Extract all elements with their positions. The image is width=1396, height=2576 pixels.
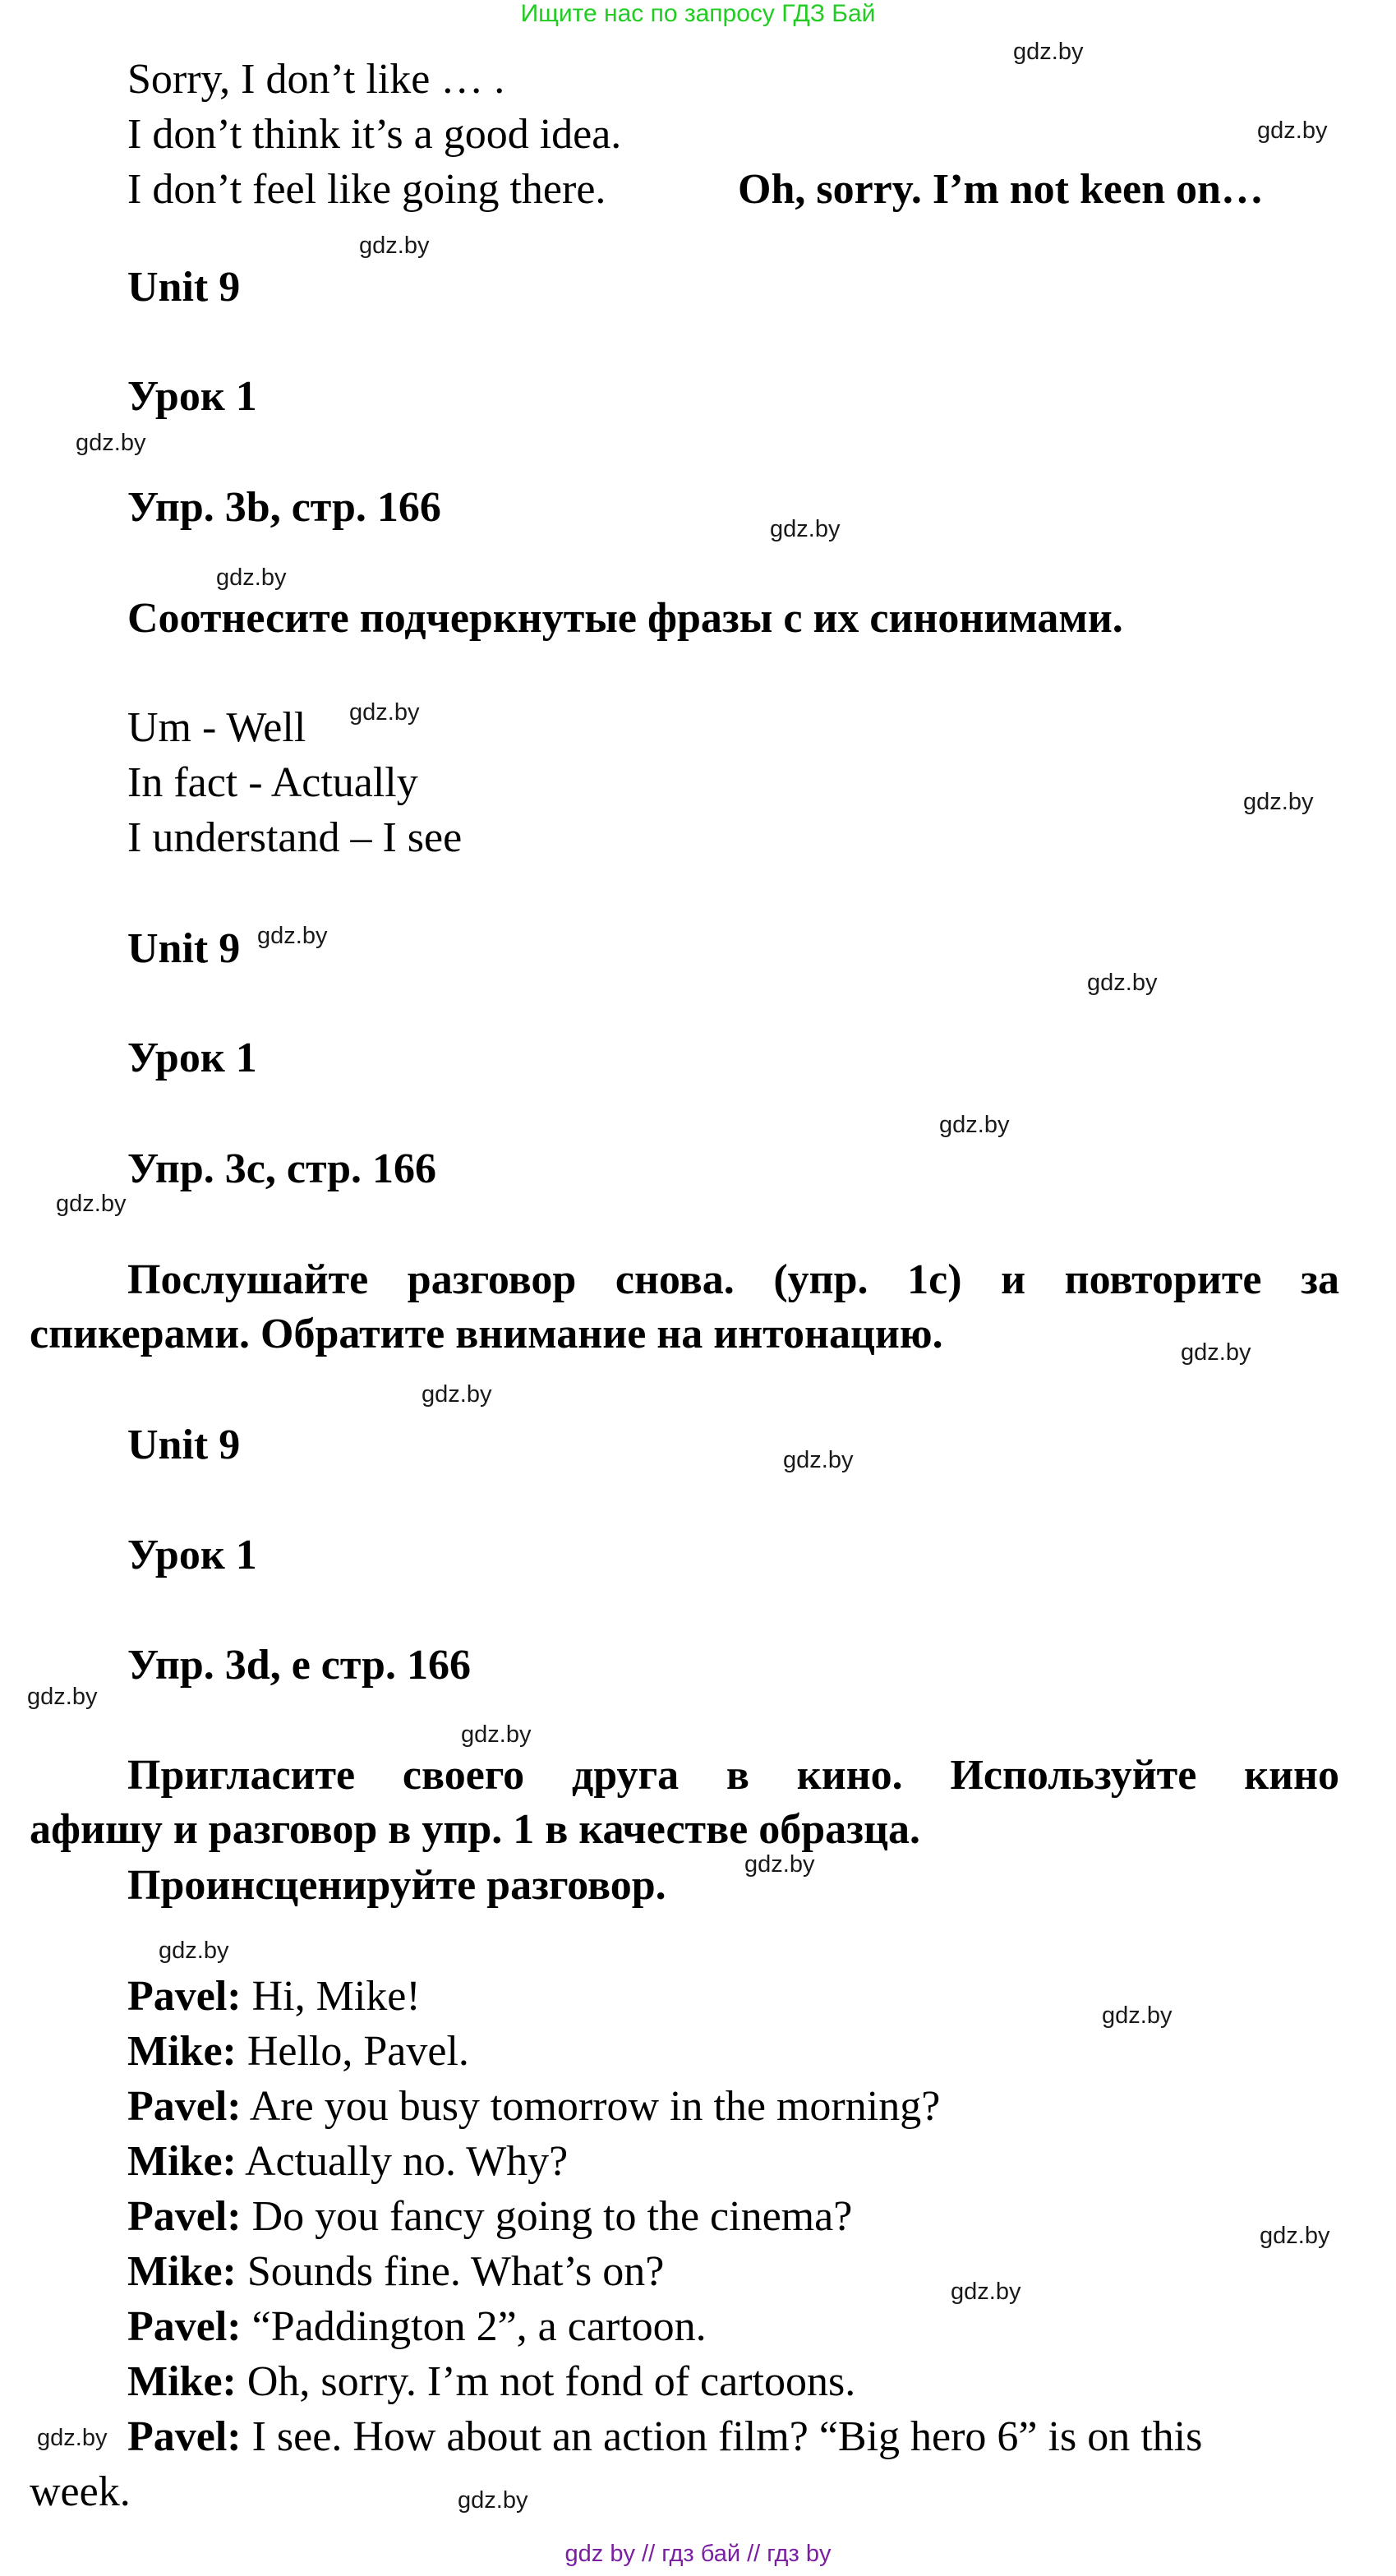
lesson-heading: Урок 1	[127, 1035, 257, 1081]
dialogue-line	[127, 2190, 852, 2244]
watermark: gdz.by	[257, 923, 328, 949]
watermark: gdz.by	[461, 1721, 532, 1748]
intro-line-1: Sorry, I don’t like … .	[127, 56, 505, 103]
dialogue-line	[127, 2245, 664, 2299]
dialogue-line	[127, 2025, 469, 2079]
watermark: gdz.by	[76, 430, 146, 456]
speaker-name: Mike:	[127, 2138, 237, 2185]
watermark: gdz.by	[1102, 2002, 1173, 2029]
watermark: gdz.by	[349, 699, 420, 726]
dialogue-text: Sounds fine. What’s on?	[236, 2248, 665, 2295]
unit-heading: Unit 9	[127, 264, 241, 311]
speaker-name: Mike:	[127, 2358, 237, 2405]
dialogue-text: Do you fancy going to the cinema?	[241, 2193, 853, 2240]
watermark: gdz.by	[56, 1191, 127, 1217]
watermark: gdz.by	[770, 516, 841, 542]
watermark: gdz.by	[359, 233, 430, 259]
task-instruction-line-3: Проинсценируйте разговор.	[127, 1862, 666, 1909]
unit-heading: Unit 9	[127, 1422, 241, 1468]
answer-line-2: In fact - Actually	[127, 759, 418, 806]
speaker-name: Pavel:	[127, 2193, 242, 2240]
dialogue-text: Hello, Pavel.	[236, 2028, 469, 2075]
dialogue-text: I see. How about an action film? “Big hero 6” is on this	[241, 2413, 1203, 2460]
watermark: gdz.by	[1087, 970, 1158, 996]
exercise-heading: Упр. 3d, e стр. 166	[127, 1642, 471, 1689]
watermark: gdz.by	[744, 1851, 815, 1878]
dialogue-line	[127, 2300, 707, 2354]
dialogue-line	[127, 2135, 568, 2189]
dialogue-text: Hi, Mike!	[241, 1973, 421, 2020]
speaker-name: Mike:	[127, 2028, 237, 2075]
top-banner[interactable]: Ищите нас по запросу ГДЗ Бай	[520, 0, 876, 27]
watermark: gdz.by	[1257, 118, 1328, 144]
intro-line-3: I don’t feel like going there.	[127, 166, 606, 213]
task-instruction-line-1: Пригласите своего друга в кино. Используйте кино	[127, 1752, 1339, 1799]
watermark: gdz.by	[37, 2425, 108, 2451]
lesson-heading: Урок 1	[127, 1532, 257, 1578]
watermark: gdz.by	[1260, 2223, 1330, 2249]
dialogue-text: Oh, sorry. I’m not fond of cartoons.	[236, 2358, 856, 2405]
watermark: gdz.by	[939, 1112, 1010, 1138]
watermark: gdz.by	[27, 1684, 98, 1710]
dialogue-line	[127, 2410, 1202, 2464]
exercise-heading: Упр. 3c, стр. 166	[127, 1145, 437, 1192]
watermark: gdz.by	[458, 2487, 528, 2514]
intro-line-3-right: Oh, sorry. I’m not keen on…	[738, 166, 1264, 213]
dialogue-line	[127, 2080, 940, 2134]
unit-heading: Unit 9	[127, 925, 241, 972]
watermark: gdz.by	[422, 1381, 492, 1408]
watermark: gdz.by	[216, 565, 287, 591]
speaker-name: Pavel:	[127, 2303, 242, 2350]
footer-links[interactable]: gdz by // гдз бай // гдз by	[564, 2541, 832, 2567]
speaker-name: Pavel:	[127, 2413, 242, 2460]
task-instruction-line-2: афишу и разговор в упр. 1 в качестве образца.	[30, 1806, 921, 1853]
task-instruction-line-2: спикерами. Обратите внимание на интонацию.	[30, 1311, 943, 1357]
task-instruction: Соотнесите подчеркнутые фразы с их синонимами.	[127, 595, 1123, 642]
watermark: gdz.by	[1243, 789, 1314, 815]
dialogue-text: Are you busy tomorrow in the morning?	[241, 2083, 941, 2130]
answer-line-1: Um - Well	[127, 704, 306, 751]
watermark: gdz.by	[1181, 1339, 1251, 1366]
watermark: gdz.by	[159, 1938, 229, 1964]
watermark: gdz.by	[951, 2279, 1021, 2305]
speaker-name: Pavel:	[127, 2083, 242, 2130]
task-instruction-line-1: Послушайте разговор снова. (упр. 1с) и повторите за	[127, 1256, 1339, 1303]
dialogue-text: Actually no. Why?	[236, 2138, 569, 2185]
dialogue-line	[127, 1970, 421, 2024]
dialogue-text: “Paddington 2”, a cartoon.	[241, 2303, 707, 2350]
watermark: gdz.by	[1013, 39, 1084, 65]
dialogue-line	[127, 2355, 855, 2409]
watermark: gdz.by	[783, 1447, 854, 1473]
speaker-name: Mike:	[127, 2248, 237, 2295]
answer-line-3: I understand – I see	[127, 814, 463, 861]
exercise-heading: Упр. 3b, стр. 166	[127, 484, 441, 531]
dialogue-line-continuation: week.	[30, 2468, 131, 2515]
intro-line-2: I don’t think it’s a good idea.	[127, 111, 622, 158]
lesson-heading: Урок 1	[127, 373, 257, 420]
speaker-name: Pavel:	[127, 1973, 242, 2020]
